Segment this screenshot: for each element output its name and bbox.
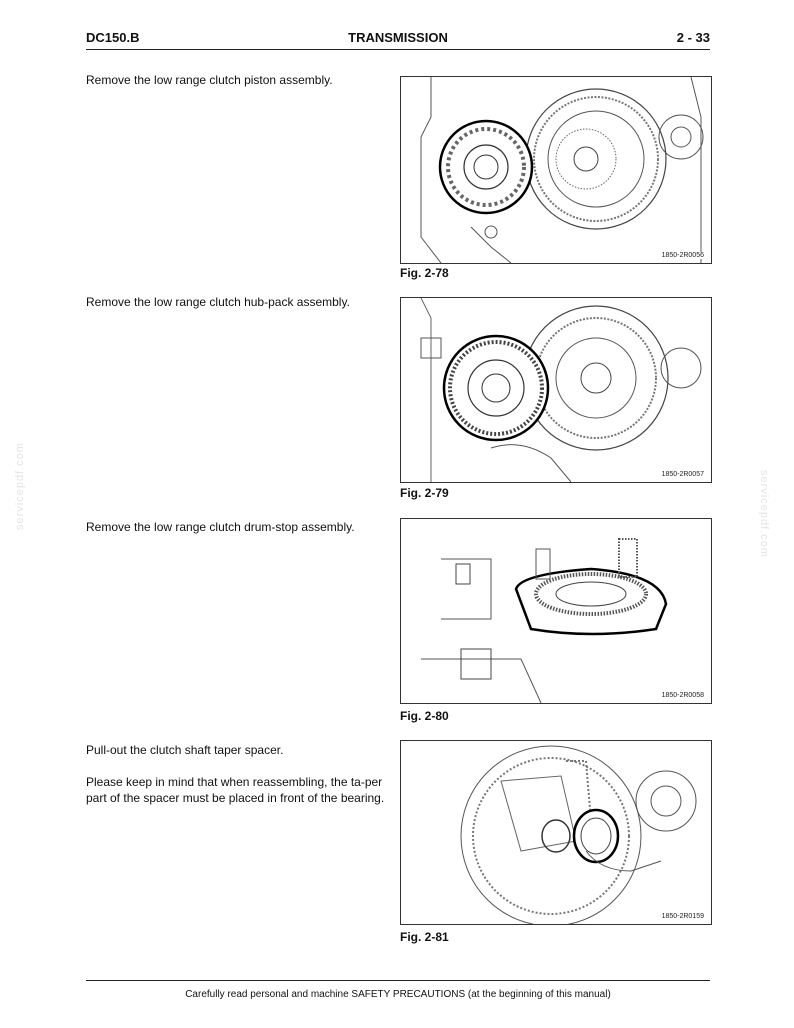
page-header <box>86 30 710 48</box>
step-2-text <box>86 294 386 326</box>
watermark-right: servicepdf.com <box>758 470 770 558</box>
section-title: TRANSMISSION <box>348 30 448 45</box>
step-3-text <box>86 519 386 551</box>
caption-fig-2-78: Fig. 2-78 <box>400 266 449 280</box>
figure-2-78 <box>400 76 712 264</box>
watermark-left: servicepdf.com <box>14 442 26 530</box>
footer-notice: Carefully read personal and machine SAFETY PRECAUTIONS (at the beginning of this manual) <box>185 989 611 1000</box>
figure-2-80-drawing <box>401 519 711 703</box>
figure-2-80 <box>400 518 712 704</box>
figure-2-80-code: 1850-2R0058 <box>661 692 704 699</box>
step-1-instruction: Remove the low range clutch piston assembly. <box>86 73 333 87</box>
step-4-text <box>86 742 386 822</box>
step-1-text <box>86 72 386 104</box>
header-divider <box>86 49 710 50</box>
step-3-instruction: Remove the low range clutch drum-stop assembly. <box>86 520 355 534</box>
figure-2-81-drawing <box>401 741 711 924</box>
page-number: 2 - 33 <box>676 30 710 45</box>
figure-2-78-code: 1850-2R0056 <box>661 252 704 259</box>
figure-2-78-drawing <box>401 77 711 263</box>
step-4-instruction: Pull-out the clutch shaft taper spacer. <box>86 743 284 757</box>
figure-2-81-code: 1850-2R0159 <box>661 913 704 920</box>
step-4-note: Please keep in mind that when reassembling, the ta-per part of the spacer must be placed in front of the bearing. <box>86 775 385 805</box>
caption-fig-2-81: Fig. 2-81 <box>400 930 449 944</box>
figure-2-81 <box>400 740 712 925</box>
figure-2-79-code: 1850-2R0057 <box>661 471 704 478</box>
figure-2-79 <box>400 297 712 483</box>
caption-fig-2-80: Fig. 2-80 <box>400 709 449 723</box>
step-2-instruction: Remove the low range clutch hub-pack assembly. <box>86 295 350 309</box>
model-code: DC150.B <box>86 30 140 45</box>
footer-divider <box>86 980 710 981</box>
caption-fig-2-79: Fig. 2-79 <box>400 486 449 500</box>
figure-2-79-drawing <box>401 298 711 482</box>
